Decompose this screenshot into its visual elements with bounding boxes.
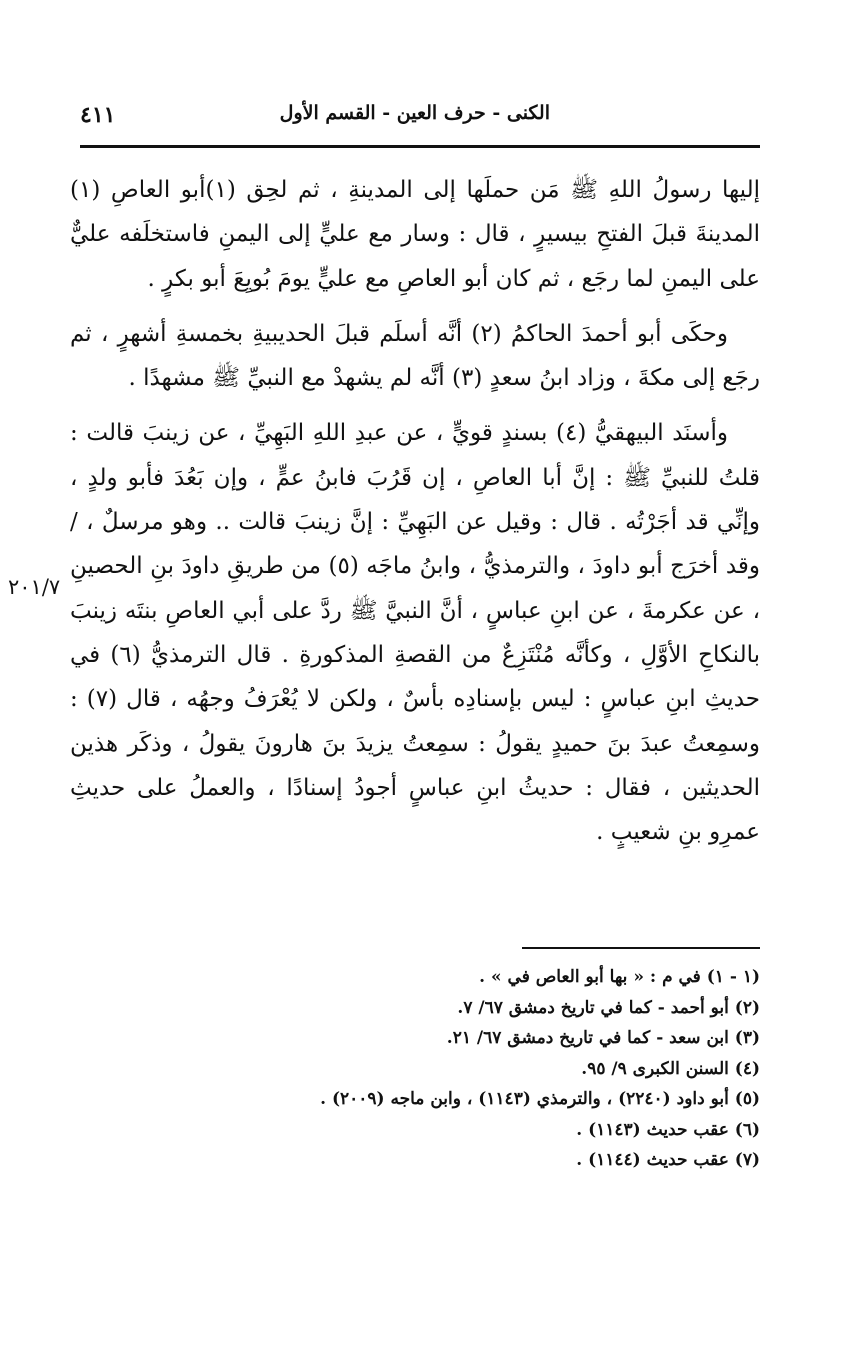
text-line: إلى مكةَ ، وزاد ابنُ سعدٍ (٣) أنَّه لم يشهدْ مع النبيِّ ﷺ مشهدًا .	[128, 365, 716, 392]
text-line: إليها رسولُ اللهِ ﷺ مَن حملَها إلى المدينةِ ، ثم لحِق (١)أبو العاصِ (١) المدينةَ قبلَ	[70, 177, 761, 248]
paragraph	[70, 312, 760, 401]
running-head: الكنى - حرف العين - القسم الأول	[279, 102, 550, 124]
page-header	[80, 98, 760, 138]
main-text	[70, 168, 760, 854]
footnote: (٦) عقب حديث (١١٤٣) .	[576, 1119, 760, 1140]
text-line: ابنِ عباسٍ أجودُ إسنادًا ، والعملُ على حديثِ عمرِو بنِ شعيبٍ .	[70, 774, 760, 846]
footnote: (٣) ابن سعد - كما في تاريخ دمشق ٦٧/ ٢١.	[446, 1028, 760, 1048]
header-rule	[80, 145, 760, 148]
text-line: الفتحِ بيسيرٍ ، قال : وسار مع عليٍّ إلى اليمنِ فاستخلَفه عليٌّ على اليمنِ لما	[70, 221, 760, 292]
margin-reference: ٢٠١/٧	[8, 575, 61, 599]
text-line: أبو داودَ ، والترمذيُّ ، وابنُ ماجَه (٥) من طريقِ داودَ بنِ الحصينِ ، عن عكرمةَ ،	[70, 553, 760, 624]
footnote: (١ - ١) في م : « بها أبو العاص في » .	[479, 967, 760, 987]
text-line: أجَرْتُه . قال : وقيل عن البَهِيِّ : إنَّ زينبَ قالت .. وهو مرسلٌ ، /وقد أخرَج	[70, 509, 760, 580]
text-line: للنبيِّ ﷺ : إنَّ أبا العاصِ ، إن قَرُبَ فابنُ عمٍّ ، وإن بَعُدَ فأبو ولدٍ ، وإنِّي قد	[70, 464, 761, 536]
text-line: وحكَى أبو أحمدَ الحاكمُ (٢) أنَّه أسلَم قبلَ الحديبيةِ بخمسةِ أشهرٍ ، ثم رجَع	[70, 320, 760, 392]
text-line: وأسنَد البيهقيُّ (٤) بسندٍ قويٍّ ، عن عبدِ اللهِ البَهِيِّ ، عن زينبَ قالت : قلتُ	[70, 420, 760, 491]
text-line: رجَع ، ثم كان أبو العاصِ مع عليٍّ يومَ بُويِعَ أبو بكرٍ .	[147, 265, 620, 292]
footnote: (٥) أبو داود (٢٢٤٠) ، والترمذي (١١٤٣) ، وابن ماجه (٢٠٠٩) .	[320, 1089, 760, 1109]
text-line: ليس بإسنادِه بأسٌ ، ولكن لا يُعْرَفُ وجهُه ، قال (٧) : وسمِعتُ عبدَ بنَ حميدٍ	[70, 686, 761, 757]
footnote-rule	[522, 947, 760, 949]
paragraph	[70, 411, 760, 854]
page-number: ٤١١	[80, 102, 116, 128]
footnote: (٤) السنن الكبرى ٩/ ٩٥.	[581, 1058, 760, 1079]
text-line: وكأنَّه مُنْتَزِعٌ من القصةِ المذكورةِ . قال الترمذيُّ (٦) في حديثِ ابنِ عباسٍ :	[70, 641, 760, 713]
text-line: عن ابنِ عباسٍ ، أنَّ النبيَّ ﷺ ردَّ على أبي العاصِ بنتَه زينبَ بالنكاحِ الأوَّلِ ،	[70, 597, 761, 668]
footnotes	[200, 962, 760, 1176]
paragraph	[70, 168, 760, 301]
footnote: (٧) عقب حديث (١١٤٤) .	[576, 1150, 760, 1170]
text-line: يقولُ : سمِعتُ يزيدَ بنَ هارونَ يقولُ ، وذكَر هذين الحديثين ، فقال : حديثُ	[70, 730, 760, 801]
footnote: (٢) أبو أحمد - كما في تاريخ دمشق ٦٧/ ٧.	[457, 997, 760, 1018]
